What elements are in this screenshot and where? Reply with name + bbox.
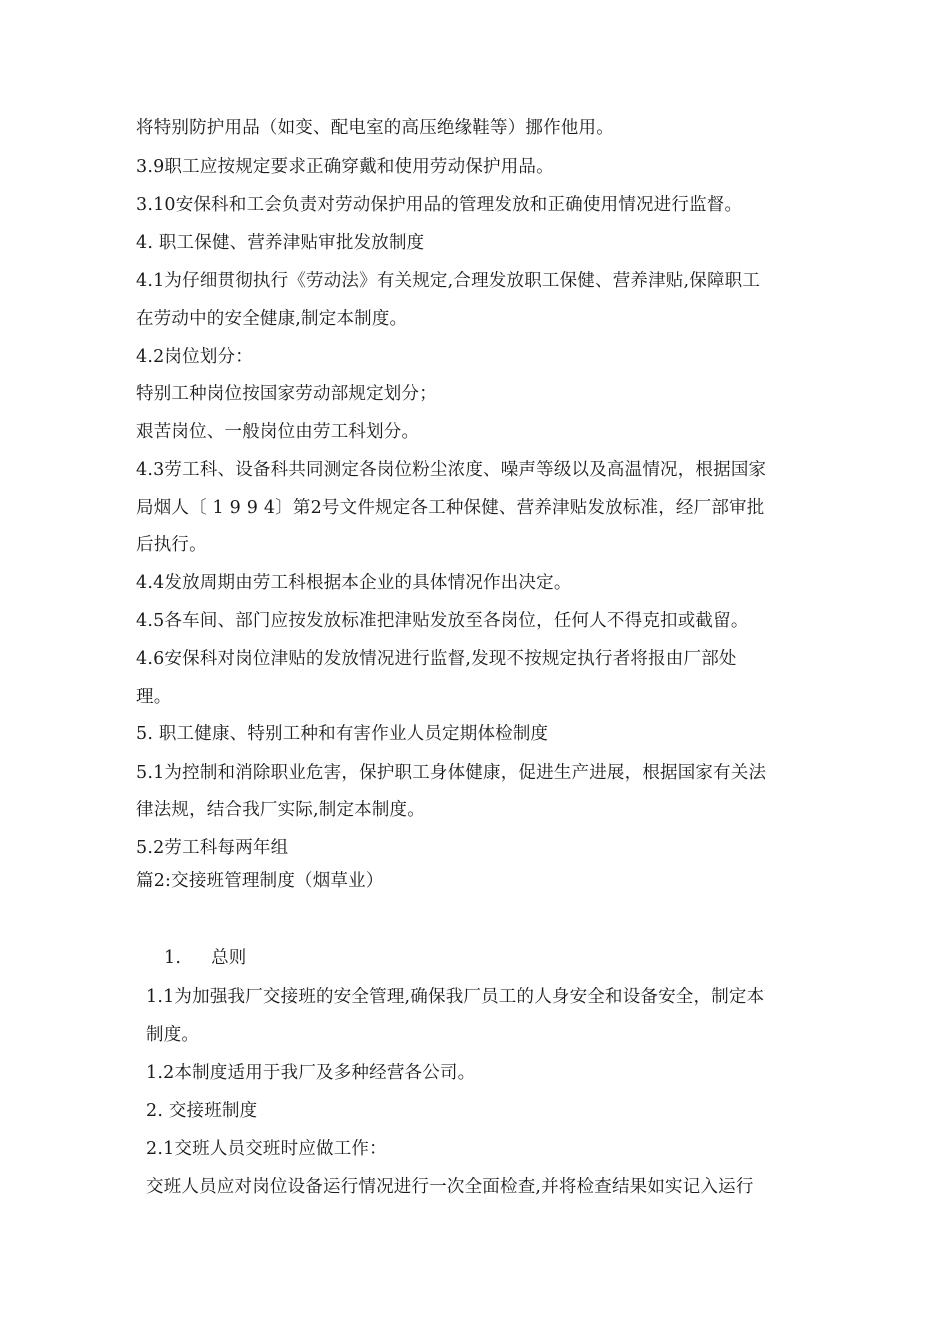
section-heading: 5. 职工健康、特别工种和有害作业人员定期体检制度 — [136, 724, 549, 744]
section2-heading — [164, 946, 247, 970]
heading-text: 总则 — [211, 948, 247, 968]
text-line: 交班人员应对岗位设备运行情况进行一次全面检查,并将检查结果如实记入运行 — [146, 1177, 754, 1197]
text-line: 5.1为控制和消除职业危害，保护职工身体健康，促进生产进展，根据国家有关法 — [136, 763, 767, 783]
text-line: 后执行。 — [136, 535, 207, 555]
text-line: 艰苦岗位、一般岗位由劳工科划分。 — [136, 422, 420, 442]
text-line: 3.10安保科和工会负责对劳动保护用品的管理发放和正确使用情况进行监督。 — [136, 195, 743, 215]
text-line: 理。 — [136, 687, 172, 707]
heading-number: 1. — [164, 948, 182, 968]
text-line: 特别工种岗位按国家劳动部规定划分； — [136, 384, 437, 404]
text-line: 1.1为加强我厂交接班的安全管理,确保我厂员工的人身安全和设备安全，制定本 — [146, 987, 765, 1007]
section-heading: 2. 交接班制度 — [146, 1101, 258, 1121]
text-line: 4.6安保科对岗位津贴的发放情况进行监督,发现不按规定执行者将报由厂部处 — [136, 649, 737, 669]
text-line: 4.4发放周期由劳工科根据本企业的具体情况作出决定。 — [136, 573, 572, 593]
text-line: 将特别防护用品（如变、配电室的高压绝缘鞋等）挪作他用。 — [136, 118, 614, 138]
text-line: 1.2本制度适用于我厂及多种经营各公司。 — [146, 1063, 476, 1083]
text-line: 4.3劳工科、设备科共同测定各岗位粉尘浓度、噪声等级以及高温情况，根据国家 — [136, 460, 767, 480]
text-line: 4.2岗位划分： — [136, 347, 253, 367]
text-line: 在劳动中的安全健康,制定本制度。 — [136, 309, 408, 329]
text-line: 2.1交班人员交班时应做工作： — [146, 1139, 387, 1159]
chapter-title: 篇2:交接班管理制度（烟草业） — [136, 871, 384, 891]
text-line: 4.1为仔细贯彻执行《劳动法》有关规定,合理发放职工保健、营养津贴,保障职工 — [136, 271, 761, 291]
text-line: 律法规，结合我厂实际,制定本制度。 — [136, 800, 425, 820]
text-line: 4.5各车间、部门应按发放标准把津贴发放至各岗位，任何人不得克扣或截留。 — [136, 611, 749, 631]
text-line: 制度。 — [146, 1025, 200, 1045]
text-line: 3.9职工应按规定要求正确穿戴和使用劳动保护用品。 — [136, 157, 554, 177]
text-line: 5.2劳工科每两年组 — [136, 838, 289, 858]
text-line: 局烟人〔 1 9 9 4〕第2号文件规定各工种保健、营养津贴发放标准，经厂部审批 — [136, 498, 765, 518]
section-heading: 4. 职工保健、营养津贴审批发放制度 — [136, 233, 425, 253]
